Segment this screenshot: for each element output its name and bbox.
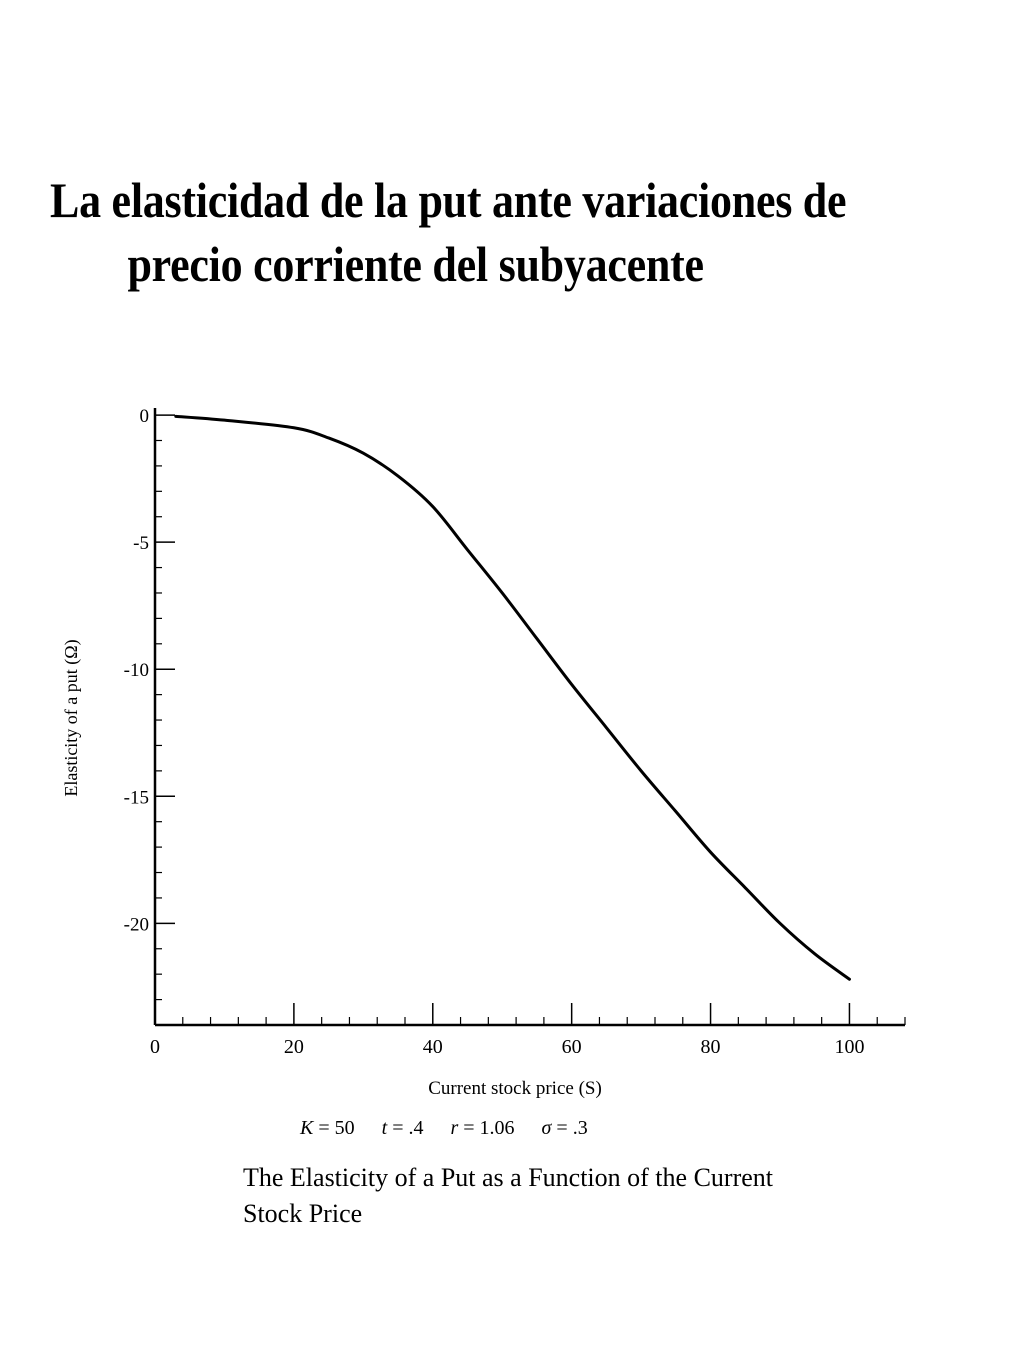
data-point bbox=[571, 684, 572, 685]
title-line-1: La elasticidad de la put ante variaciones de bbox=[50, 172, 847, 228]
caption-line-2: Stock Price bbox=[243, 1199, 363, 1228]
series-layer bbox=[175, 416, 850, 980]
data-point bbox=[606, 727, 607, 728]
data-point bbox=[641, 770, 642, 771]
param-sigma: σ = .3 bbox=[541, 1117, 588, 1139]
param-r: r = 1.06 bbox=[450, 1117, 515, 1139]
y-axis-label: Elasticity of a put (Ω) bbox=[61, 639, 81, 797]
param-k: K = 50 bbox=[300, 1117, 355, 1139]
y-tick-label: -15 bbox=[123, 787, 149, 809]
data-point bbox=[175, 416, 176, 417]
x-tick-label: 60 bbox=[561, 1036, 582, 1058]
y-tick-label: -10 bbox=[123, 660, 149, 682]
x-tick-label: 0 bbox=[150, 1036, 160, 1058]
data-point bbox=[398, 476, 399, 477]
title-line-2: precio corriente del subyacente bbox=[127, 236, 704, 292]
data-point bbox=[814, 953, 815, 954]
data-point bbox=[536, 638, 537, 639]
y-tick-label: -5 bbox=[133, 533, 149, 555]
data-point bbox=[224, 420, 225, 421]
data-point bbox=[467, 549, 468, 550]
axes bbox=[155, 408, 905, 1025]
model-parameters bbox=[300, 1117, 720, 1140]
x-tick-label: 100 bbox=[834, 1036, 865, 1058]
data-point bbox=[710, 852, 711, 853]
data-point bbox=[849, 979, 850, 980]
data-point bbox=[745, 887, 746, 888]
data-point bbox=[675, 811, 676, 812]
series-line-0 bbox=[176, 416, 850, 979]
y-tick-label: 0 bbox=[139, 406, 149, 428]
figure-caption bbox=[243, 1160, 863, 1232]
x-tick-label: 40 bbox=[422, 1036, 443, 1058]
data-point bbox=[363, 453, 364, 454]
data-point bbox=[502, 592, 503, 593]
caption-line-1: The Elasticity of a Put as a Function of the Current bbox=[243, 1163, 773, 1192]
x-tick-label: 80 bbox=[700, 1036, 721, 1058]
tick-labels bbox=[124, 406, 865, 1058]
data-point bbox=[293, 427, 294, 428]
data-point bbox=[780, 923, 781, 924]
data-point bbox=[328, 437, 329, 438]
x-axis-label: Current stock price (S) bbox=[428, 1078, 602, 1099]
param-t: t = .4 bbox=[381, 1117, 424, 1139]
data-point bbox=[432, 506, 433, 507]
x-tick-label: 20 bbox=[283, 1036, 304, 1058]
y-tick-label: -20 bbox=[123, 914, 149, 936]
